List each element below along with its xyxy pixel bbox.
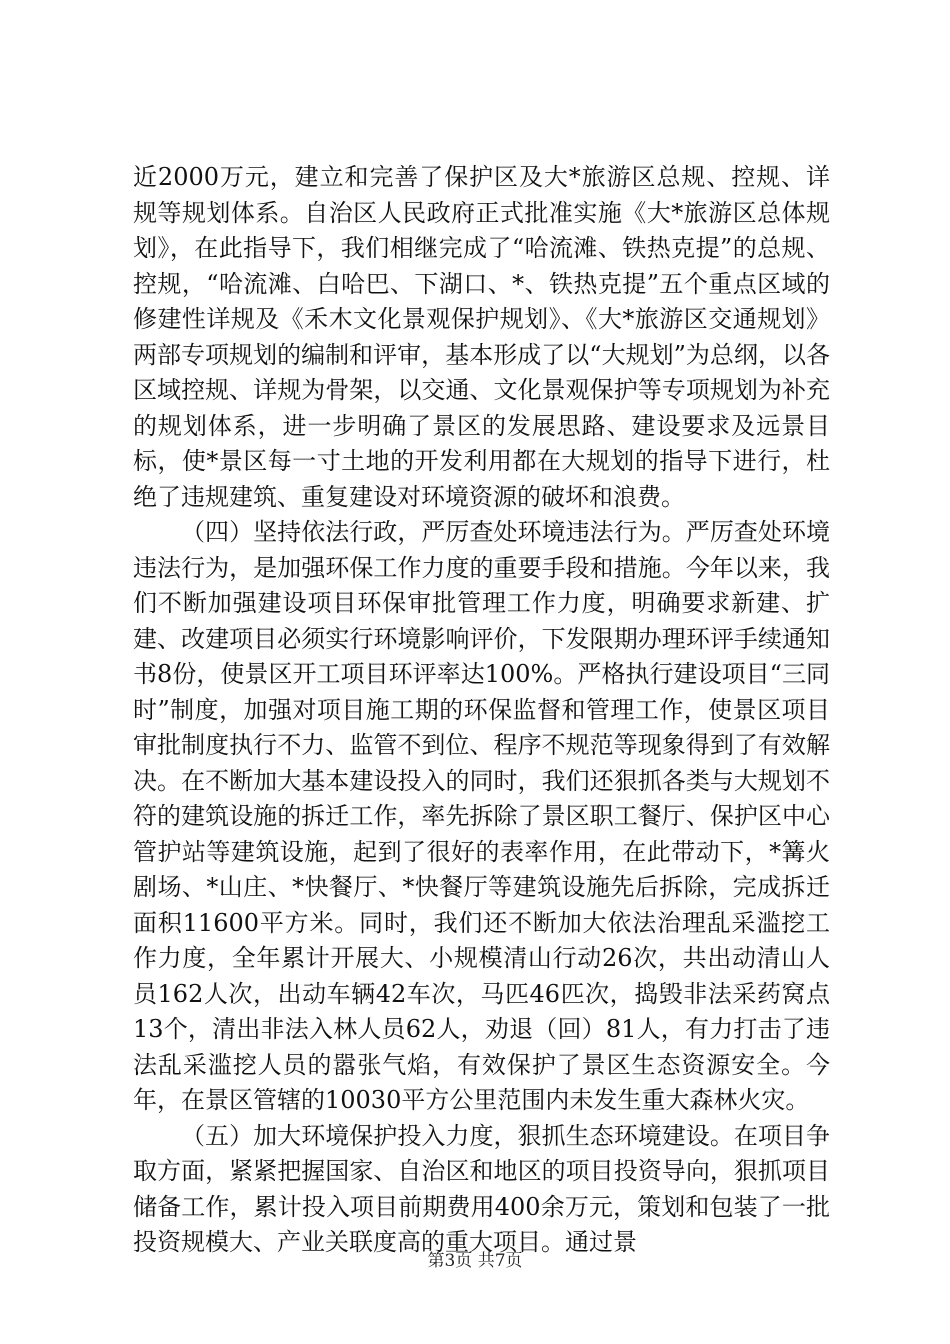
- page-footer: [0, 1246, 950, 1271]
- paragraph-section-four: （四）坚持依法行政，严厉查处环境违法行为。严厉查处环境违法行为，是加强环保工作力度的重要手段和措施。今年以来，我们不断加强建设项目环保审批管理工作力度，明确要求新建、扩建、改建项目必须实行环境影响评价，下发限期办理环评手续通知书8份，使景区开工项目环评率达100%。严格执行建设项目“三同时”制度，加强对项目施工期的环保监督和管理工作，使景区项目审批制度执行不力、监管不到位、程序不规范等现象得到了有效解决。在不断加大基本建设投入的同时，我们还狠抓各类与大规划不符的建筑设施的拆迁工作，率先拆除了景区职工餐厅、保护区中心管护站等建筑设施，起到了很好的表率作用，在此带动下，*篝火剧场、*山庄、*快餐厅、*快餐厅等建筑设施先后拆除，完成拆迁面积11600平方米。同时，我们还不断加大依法治理乱采滥挖工作力度，全年累计开展大、小规模清山行动26次，共出动清山人员162人次，出动车辆42车次，马匹46匹次，捣毁非法采药窝点13个，清出非法入林人员62人，劝退（回）81人，有力打击了违法乱采滥挖人员的嚣张气焰，有效保护了景区生态资源安全。今年，在景区管辖的10030平方公里范围内未发生重大森林火灾。: [133, 518, 830, 1114]
- document-body: [133, 160, 830, 1261]
- paragraph-planning: 近2000万元，建立和完善了保护区及大*旅游区总规、控规、详规等规划体系。自治区人民政府正式批准实施《大*旅游区总体规划》，在此指导下，我们相继完成了“哈流滩、铁热克提”的总规、控规，“哈流滩、白哈巴、下湖口、*、铁热克提”五个重点区域的修建性详规及《禾木文化景观保护规划》、《大*旅游区交通规划》两部专项规划的编制和评审，基本形成了以“大规划”为总纲，以各区域控规、详规为骨架，以交通、文化景观保护等专项规划为补充的规划体系，进一步明确了景区的发展思路、建设要求及远景目标，使*景区每一寸土地的开发利用都在大规划的指导下进行，杜绝了违规建筑、重复建设对环境资源的破坏和浪费。: [133, 163, 830, 511]
- paragraph-section-five: （五）加大环境保护投入力度，狠抓生态环境建设。在项目争取方面，紧紧把握国家、自治区和地区的项目投资导向，狠抓项目储备工作，累计投入项目前期费用400余万元，策划和包装了一批投资规模大、产业关联度高的重大项目。通过景: [133, 1121, 830, 1256]
- page-number: 第3页 共7页: [427, 1251, 523, 1271]
